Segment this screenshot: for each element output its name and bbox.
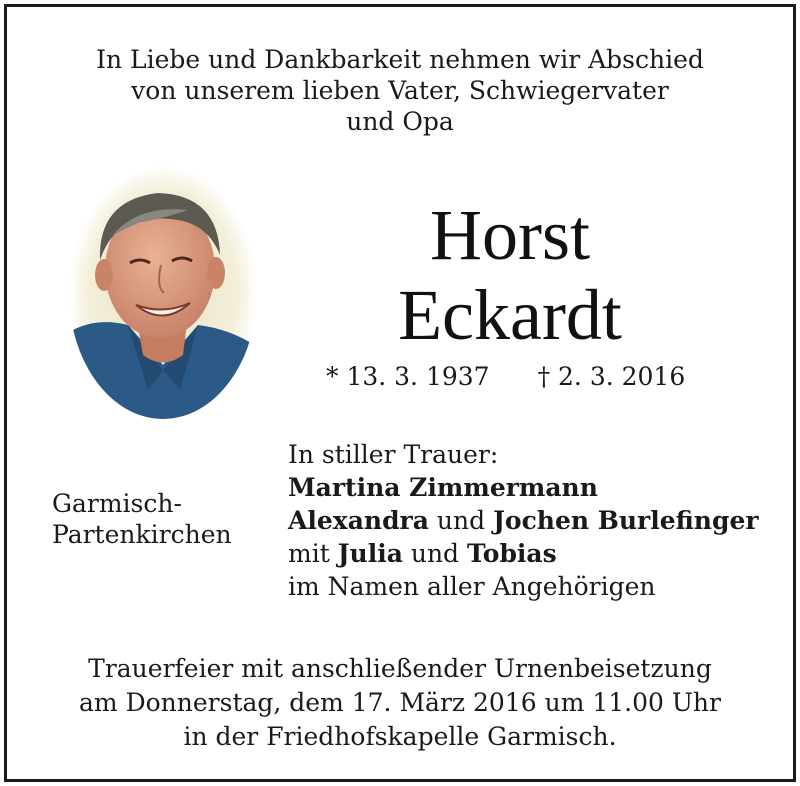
place-line: Garmisch- — [52, 489, 182, 518]
birth-date: * 13. 3. 1937 — [326, 362, 490, 391]
portrait-image — [68, 165, 258, 420]
conjunction: und — [410, 539, 460, 568]
first-name: Horst — [430, 195, 590, 275]
prefix: mit — [288, 539, 330, 568]
intro-text — [0, 44, 800, 137]
portrait-photo — [68, 165, 258, 420]
mourner-name: Julia — [337, 539, 403, 568]
intro-line: In Liebe und Dankbarkeit nehmen wir Abschied — [96, 45, 704, 74]
deceased-name — [360, 195, 660, 355]
mourners-block — [288, 438, 759, 603]
mourner-name: Jochen Burlefinger — [493, 506, 759, 535]
intro-line: von unserem lieben Vater, Schwiegervater — [131, 76, 669, 105]
mourners-heading: In stiller Trauer: — [288, 440, 499, 469]
ceremony-line: am Donnerstag, dem 17. März 2016 um 11.00 Uhr — [79, 688, 721, 717]
conjunction: und — [436, 506, 486, 535]
death-date: † 2. 3. 2016 — [537, 362, 686, 391]
mourner-name: Martina Zimmermann — [288, 473, 598, 502]
last-name: Eckardt — [398, 275, 622, 355]
mourner-name: Alexandra — [288, 506, 429, 535]
life-dates — [326, 362, 685, 391]
ceremony-info — [0, 652, 800, 754]
ceremony-line: Trauerfeier mit anschließender Urnenbeisetzung — [88, 654, 712, 683]
intro-line: und Opa — [346, 107, 454, 136]
ceremony-line: in der Friedhofskapelle Garmisch. — [183, 722, 617, 751]
place-of-residence — [52, 488, 232, 550]
mourner-name: Tobias — [467, 539, 557, 568]
place-line: Partenkirchen — [52, 520, 232, 549]
mourners-closing: im Namen aller Angehörigen — [288, 572, 656, 601]
